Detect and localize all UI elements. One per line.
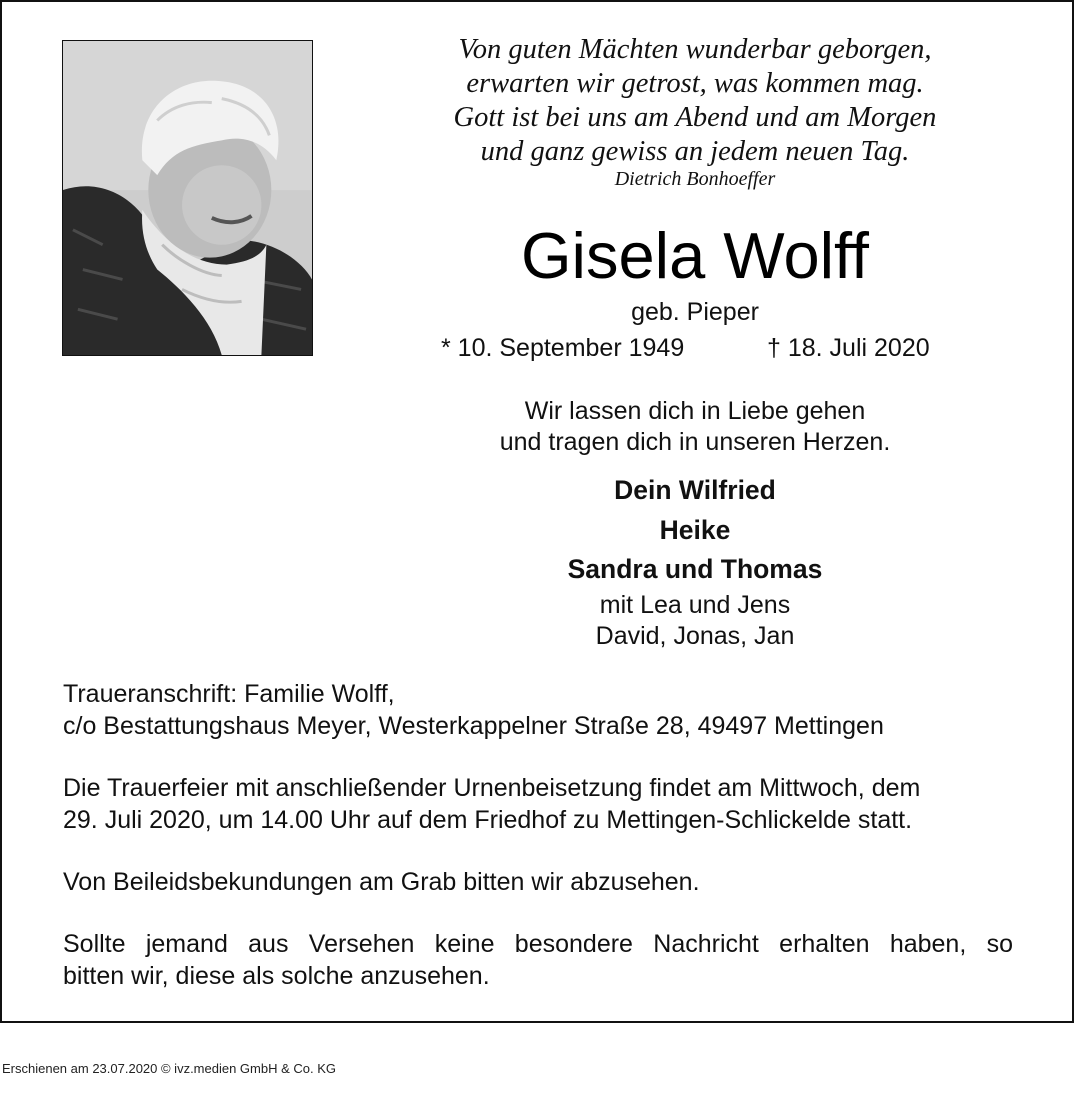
poem-line: Gott ist bei uns am Abend und am Morgen <box>453 102 937 133</box>
mourner-primary: Sandra und Thomas <box>567 554 823 584</box>
poem-line: erwarten wir getrost, was kommen mag. <box>466 68 924 99</box>
poem <box>395 33 995 169</box>
ceremony-line: Die Trauerfeier mit anschließender Urnenbeisetzung findet am Mittwoch, dem <box>63 774 921 802</box>
address-line: Traueranschrift: Familie Wolff, <box>63 680 395 708</box>
notice-line: Sollte jemand aus Versehen keine besondere Nachricht erhalten haben, so <box>63 930 1013 958</box>
poem-author: Dietrich Bonhoeffer <box>614 168 776 190</box>
maiden-name: geb. Pieper <box>631 298 759 326</box>
mourner-secondary: mit Lea und Jens <box>599 590 791 619</box>
mourner-primary: Heike <box>659 514 731 545</box>
notice-line: bitten wir, diese als solche anzusehen. <box>63 962 490 990</box>
verse-line: Wir lassen dich in Liebe gehen <box>524 397 866 425</box>
portrait-illustration <box>63 41 312 355</box>
poem-line: und ganz gewiss an jedem neuen Tag. <box>480 136 910 167</box>
birth-date: * 10. September 1949 <box>441 334 685 362</box>
farewell-verse <box>395 396 995 458</box>
death-date: † 18. Juli 2020 <box>767 334 930 362</box>
ceremony-info <box>63 772 1013 836</box>
poem-line: Von guten Mächten wunderbar geborgen, <box>458 34 932 65</box>
deceased-name: Gisela Wolff <box>520 219 869 292</box>
ceremony-line: 29. Juli 2020, um 14.00 Uhr auf dem Friedhof zu Mettingen-Schlickelde statt. <box>63 806 913 834</box>
portrait-photo <box>62 40 313 356</box>
mourner-primary: Dein Wilfried <box>614 475 776 505</box>
address-line: c/o Bestattungshaus Meyer, Westerkappelner Straße 28, 49497 Mettingen <box>63 712 884 740</box>
mourning-address <box>63 678 1013 742</box>
missing-notice <box>63 928 1013 992</box>
publication-footer: Erschienen am 23.07.2020 © ivz.medien GmbH & Co. KG <box>2 1061 337 1076</box>
mourner-secondary: David, Jonas, Jan <box>595 621 795 650</box>
mourners-list <box>395 471 995 652</box>
condolence-note: Von Beileidsbekundungen am Grab bitten wir abzusehen. <box>63 868 700 896</box>
verse-line: und tragen dich in unseren Herzen. <box>499 428 891 456</box>
